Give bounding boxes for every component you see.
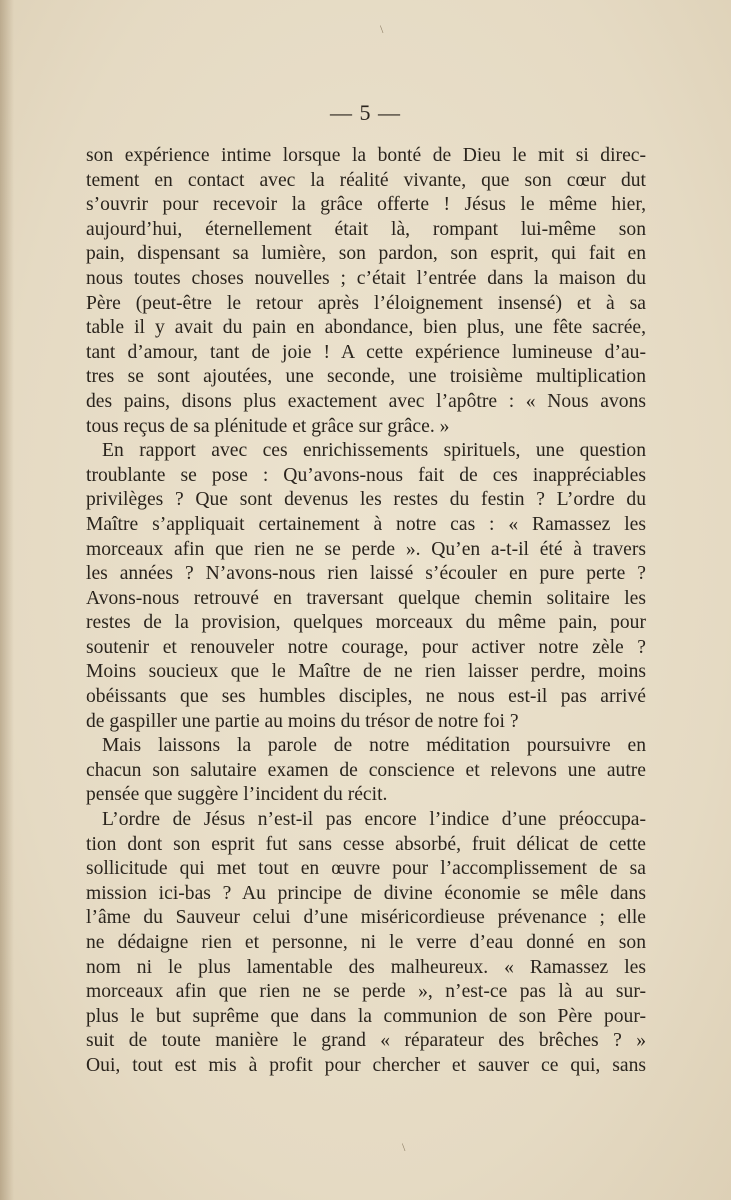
text-line: L’ordre de Jésus n’est-il pas encore l’indice d’une préoccupa- (102, 809, 646, 831)
text-line: tant d’amour, tant de joie ! A cette expérience lumineuse d’au- (86, 341, 646, 363)
text-line: tement en contact avec la réalité vivante, que son cœur dut (86, 169, 646, 191)
page-number: — 5 — (330, 100, 401, 125)
top-scan-mark: \ (380, 22, 384, 36)
text-line: pain, dispensant sa lumière, son pardon, son esprit, qui fait en (86, 243, 646, 265)
text-line: tous reçus de sa plénitude et grâce sur grâce. » (86, 415, 450, 437)
text-line: suit de toute manière le grand « réparateur des brêches ? » (86, 1030, 646, 1052)
text-line: son expérience intime lorsque la bonté de Dieu le mit si direc- (86, 145, 646, 166)
text-line: En rapport avec ces enrichissements spirituels, une question (102, 440, 646, 462)
text-line: sollicitude qui met tout en œuvre pour l’accomplissement de sa (86, 858, 646, 880)
text-line: s’ouvrir pour recevoir la grâce offerte ! Jésus le même hier, (86, 194, 646, 216)
text-line: les années ? N’avons-nous rien laissé s’écouler en pure perte ? (86, 563, 646, 585)
text-line: plus le but suprême que dans la communion de son Père pour- (86, 1005, 646, 1027)
text-line: Avons-nous retrouvé en traversant quelque chemin solitaire les (86, 587, 646, 609)
text-line: obéissants que ses humbles disciples, ne nous est-il pas arrivé (86, 686, 646, 708)
text-line: morceaux afin que rien ne se perde », n’est-ce pas là au sur- (86, 981, 646, 1003)
text-line: Mais laissons la parole de notre méditation poursuivre en (102, 735, 646, 757)
text-line: aujourd’hui, éternellement était là, rompant lui-même son (86, 218, 646, 240)
text-line: l’âme du Sauveur celui d’une miséricordieuse prévenance ; elle (86, 907, 646, 929)
text-line: troublante se pose : Qu’avons-nous fait de ces inappréciables (86, 464, 646, 486)
text-line: tres se sont ajoutées, une seconde, une troisième multiplication (86, 366, 646, 388)
body-text (86, 144, 646, 1079)
text-line: restes de la provision, quelques morceaux du même pain, pour (86, 612, 646, 634)
text-line: Père (peut-être le retour après l’éloignement insensé) et à sa (86, 292, 646, 314)
text-line: soutenir et renouveler notre courage, pour activer notre zèle ? (86, 636, 646, 658)
text-line: nous toutes choses nouvelles ; c’était l’entrée dans la maison du (86, 267, 646, 289)
text-line: pensée que suggère l’incident du récit. (86, 784, 388, 806)
text-line: des pains, disons plus exactement avec l’apôtre : « Nous avons (86, 390, 646, 412)
bottom-scan-mark: \ (402, 1140, 406, 1154)
text-line: Oui, tout est mis à profit pour chercher et sauver ce qui, sans (86, 1054, 646, 1076)
text-line: chacun son salutaire examen de conscience et relevons une autre (86, 759, 646, 781)
text-line: mission ici-bas ? Au principe de divine économie se mêle dans (86, 882, 646, 904)
text-line: tion dont son esprit fut sans cesse absorbé, fruit délicat de cette (86, 833, 646, 855)
text-line: morceaux afin que rien ne se perde ». Qu’en a-t-il été à travers (86, 538, 646, 560)
text-line: de gaspiller une partie au moins du trésor de notre foi ? (86, 710, 519, 732)
text-line: nom ni le plus lamentable des malheureux. « Ramassez les (86, 956, 646, 978)
text-line: Moins soucieux que le Maître de ne rien laisser perdre, moins (86, 661, 646, 683)
text-line: ne dédaigne rien et personne, ni le verre d’eau donné en son (86, 932, 646, 953)
text-line: Maître s’appliquait certainement à notre cas : « Ramassez les (86, 513, 646, 535)
text-line: privilèges ? Que sont devenus les restes du festin ? L’ordre du (86, 489, 646, 511)
text-line: table il y avait du pain en abondance, bien plus, une fête sacrée, (86, 317, 646, 339)
